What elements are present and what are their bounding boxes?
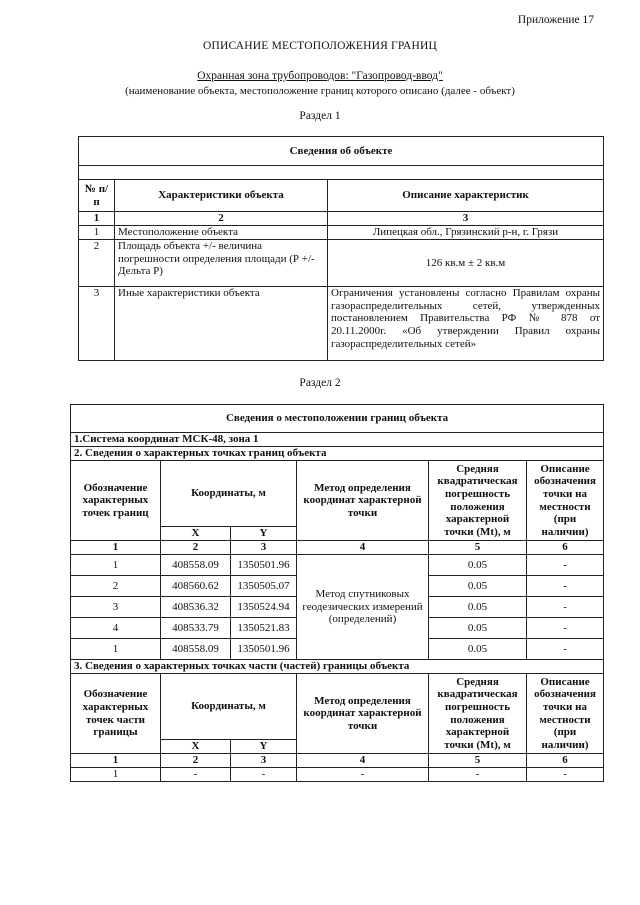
point-description: - [527,768,604,782]
error-header: Средняя квадратическая погрешность положения характерной точки (Mt), м [429,674,527,754]
point-x: 408558.09 [161,555,231,576]
table-row [71,555,604,576]
point-x: 408560.62 [161,576,231,597]
point-x: 408533.79 [161,618,231,639]
col-index: 3 [231,541,297,555]
point-y: 1350521.83 [231,618,297,639]
point-x: - [161,768,231,782]
part-2-title: 2. Сведения о характерных точках границ объекта [71,447,604,461]
method-value: Метод спутниковых геодезических измерений (определений) [297,555,429,660]
point-error: - [429,768,527,782]
row-description: Липецкая обл., Грязинский р-н, г. Грязи [328,226,604,240]
document-title: ОПИСАНИЕ МЕСТОПОЛОЖЕНИЯ ГРАНИЦ [202,40,438,52]
y-header: Y [231,527,297,541]
table-row [79,226,604,240]
y-header: Y [231,740,297,754]
coordinates-header: Координаты, м [161,461,297,527]
col-description-header: Описание характеристик [328,180,604,212]
row-number: 3 [79,287,115,361]
designation-header: Обозначение характерных точек части границы [71,674,161,754]
point-error: 0.05 [429,639,527,660]
row-number: 2 [79,240,115,287]
col-index: 2 [161,754,231,768]
point-x: 408558.09 [161,639,231,660]
point-description: - [527,555,604,576]
section-1-label: Раздел 1 [299,110,341,122]
col-index: 5 [429,754,527,768]
col-index: 3 [231,754,297,768]
point-error: 0.05 [429,555,527,576]
col-index: 3 [328,212,604,226]
boundary-table [70,404,604,782]
col-number-header: № п/п [79,180,115,212]
point-number: 1 [71,768,161,782]
section-2-label: Раздел 2 [299,377,341,389]
description-header: Описание обозначения точки на местности (при наличии) [527,674,604,754]
point-number: 3 [71,597,161,618]
point-description: - [527,639,604,660]
col-index: 1 [79,212,115,226]
point-description: - [527,597,604,618]
row-number: 1 [79,226,115,240]
col-index: 2 [161,541,231,555]
point-error: 0.05 [429,597,527,618]
object-info-title: Сведения об объекте [79,137,604,166]
point-error: 0.05 [429,618,527,639]
row-description: 126 кв.м ± 2 кв.м [328,240,604,287]
table-row [71,768,604,782]
object-name: Охранная зона трубопроводов: "Газопровод-ввод" [197,70,443,82]
col-index: 4 [297,754,429,768]
point-description: - [527,576,604,597]
point-y: 1350501.96 [231,555,297,576]
row-description: Ограничения установлены согласно Правилам охраны газораспределительных сетей, утвержденных постановлением Правительства РФ № 878 от 20.11.2000г. «Об утверждении Правил охраны газораспределительных сетей» [328,287,604,361]
table-row [79,287,604,361]
method-header: Метод определения координат характерной точки [297,461,429,541]
point-number: 1 [71,639,161,660]
object-info-table [78,136,604,361]
point-y: 1350505.07 [231,576,297,597]
coordinates-header: Координаты, м [161,674,297,740]
col-index: 6 [527,754,604,768]
table-row [79,240,604,287]
row-characteristic: Площадь объекта +/- величина погрешности определения площади (Р +/- Дельта Р) [115,240,328,287]
point-y: 1350524.94 [231,597,297,618]
appendix-label: Приложение 17 [517,14,594,26]
point-x: 408536.32 [161,597,231,618]
designation-header: Обозначение характерных точек границ [71,461,161,541]
x-header: X [161,527,231,541]
col-index: 1 [71,541,161,555]
point-description: - [527,618,604,639]
col-characteristic-header: Характеристики объекта [115,180,328,212]
part-3-title: 3. Сведения о характерных точках части (частей) границы объекта [71,660,604,674]
row-characteristic: Местоположение объекта [115,226,328,240]
method-value: - [297,768,429,782]
coordinate-system: 1.Система координат МСК-48, зона 1 [71,433,604,447]
error-header: Средняя квадратическая погрешность положения характерной точки (Mt), м [429,461,527,541]
point-number: 1 [71,555,161,576]
object-caption: (наименование объекта, местоположение границ которого описано (далее - объект) [125,85,515,97]
col-index: 5 [429,541,527,555]
point-error: 0.05 [429,576,527,597]
boundary-table-title: Сведения о местоположении границ объекта [71,405,604,433]
row-characteristic: Иные характеристики объекта [115,287,328,361]
description-header: Описание обозначения точки на местности (при наличии) [527,461,604,541]
point-number: 4 [71,618,161,639]
method-header: Метод определения координат характерной точки [297,674,429,754]
col-index: 4 [297,541,429,555]
point-y: 1350501.96 [231,639,297,660]
point-number: 2 [71,576,161,597]
col-index: 6 [527,541,604,555]
col-index: 1 [71,754,161,768]
x-header: X [161,740,231,754]
col-index: 2 [115,212,328,226]
point-y: - [231,768,297,782]
spacer-row [79,166,604,180]
